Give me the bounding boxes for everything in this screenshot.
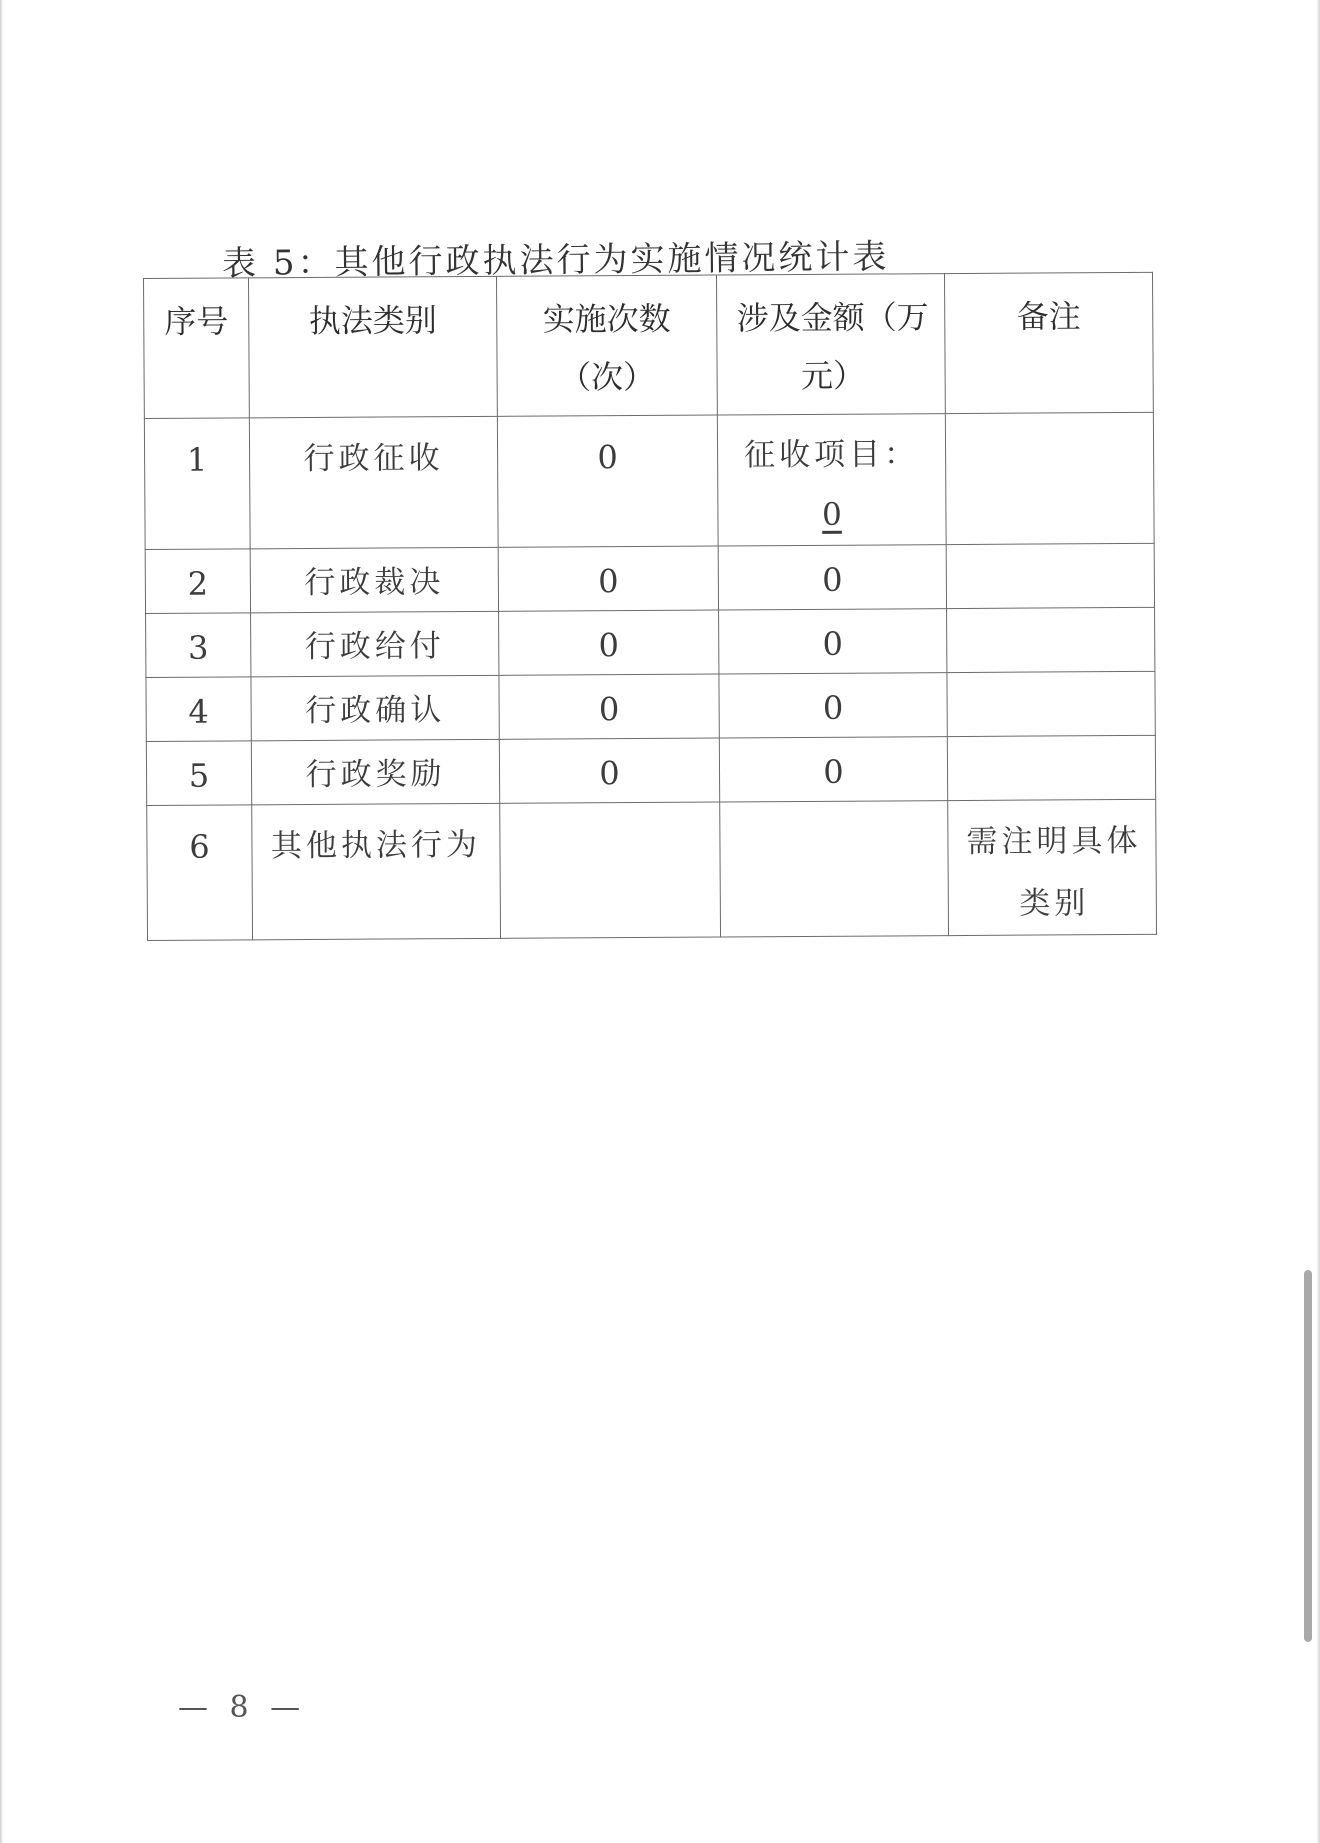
page-edge-right bbox=[1316, 0, 1320, 1843]
row-amount bbox=[720, 801, 949, 937]
row-note bbox=[945, 412, 1154, 544]
header-serial: 序号 bbox=[144, 278, 250, 419]
table-row bbox=[146, 607, 1155, 677]
row-serial: 2 bbox=[145, 549, 250, 614]
row-count: 0 bbox=[497, 415, 718, 547]
row-amount: 0 bbox=[719, 673, 947, 738]
row-serial: 1 bbox=[144, 418, 250, 550]
table-row bbox=[146, 735, 1155, 805]
row-count: 0 bbox=[499, 738, 719, 803]
levy-item-value: 0 bbox=[821, 496, 842, 533]
row-count bbox=[500, 802, 721, 938]
row-category: 行政确认 bbox=[251, 675, 499, 741]
row-category: 行政给付 bbox=[251, 611, 499, 677]
header-amount: 涉及金额（万元） bbox=[716, 274, 945, 415]
row-serial: 6 bbox=[147, 805, 253, 941]
statistics-table bbox=[143, 272, 1156, 941]
levy-item-label: 征收项目： bbox=[743, 436, 920, 474]
row-note: 需注明具体类别 bbox=[948, 799, 1157, 935]
header-count: 实施次数（次） bbox=[496, 275, 717, 416]
row-category: 行政征收 bbox=[249, 416, 498, 549]
row-amount bbox=[717, 414, 946, 546]
table-row bbox=[144, 412, 1154, 549]
row-count: 0 bbox=[499, 674, 719, 739]
row-serial: 4 bbox=[146, 677, 251, 742]
row-count: 0 bbox=[499, 610, 719, 675]
table-row bbox=[145, 543, 1154, 613]
row-note bbox=[947, 671, 1155, 736]
row-category: 行政奖励 bbox=[251, 739, 499, 805]
row-note bbox=[947, 735, 1155, 800]
header-category: 执法类别 bbox=[249, 276, 498, 418]
table-header-row bbox=[144, 272, 1154, 418]
row-amount: 0 bbox=[719, 609, 947, 674]
row-note bbox=[947, 607, 1155, 672]
row-count: 0 bbox=[498, 546, 718, 611]
row-amount: 0 bbox=[718, 545, 946, 610]
page-edge-left bbox=[0, 0, 3, 1843]
table-row bbox=[146, 671, 1155, 741]
header-note: 备注 bbox=[944, 272, 1153, 413]
scrollbar[interactable] bbox=[1304, 1270, 1312, 1642]
row-serial: 5 bbox=[146, 741, 251, 806]
row-amount: 0 bbox=[719, 737, 947, 802]
page-number: — 8 — bbox=[178, 1690, 307, 1725]
row-note bbox=[946, 543, 1154, 608]
row-category: 行政裁决 bbox=[250, 547, 498, 613]
table-row bbox=[147, 799, 1157, 940]
row-category: 其他执法行为 bbox=[252, 803, 501, 940]
table-title: 表 5：其他行政执法行为实施情况统计表 bbox=[221, 237, 890, 284]
row-serial: 3 bbox=[146, 613, 251, 678]
